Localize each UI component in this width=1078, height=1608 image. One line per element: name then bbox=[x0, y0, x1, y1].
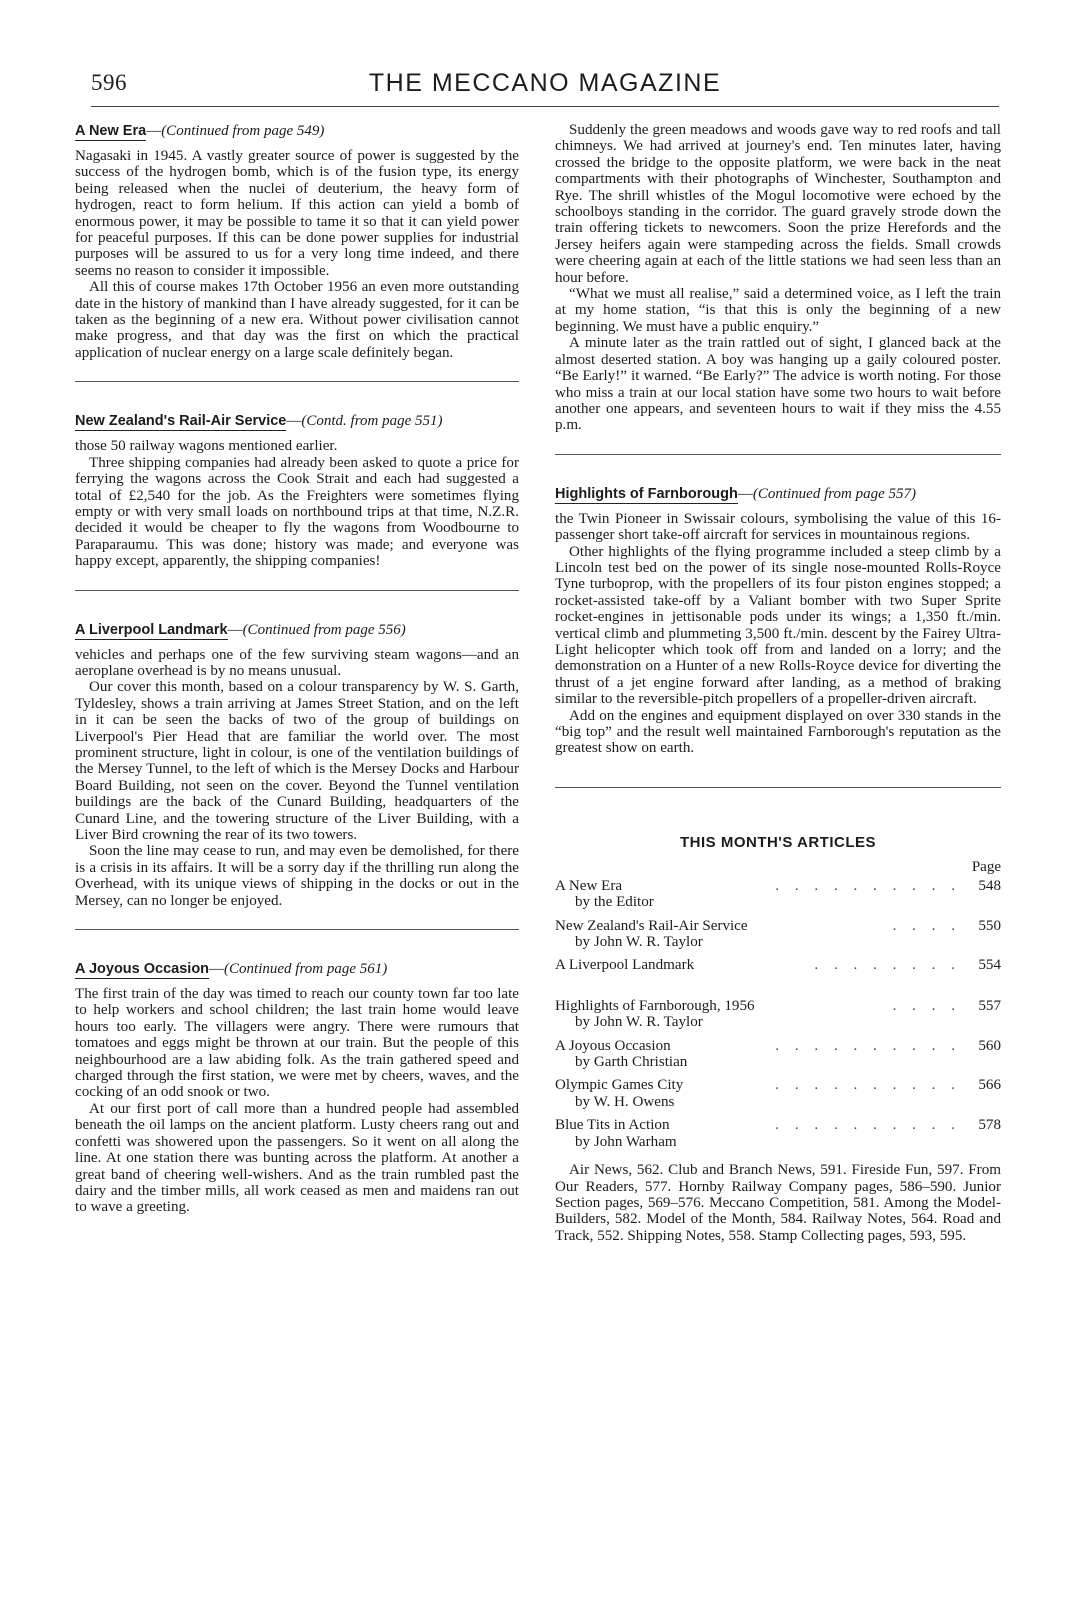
contents-item bbox=[555, 957, 1001, 973]
left-column bbox=[75, 122, 519, 1216]
contents-page-label: Page bbox=[971, 858, 1001, 875]
contents-item-title: A Liverpool Landmark bbox=[555, 957, 695, 974]
leader-dots: . . . . bbox=[892, 917, 961, 934]
paragraph: Suddenly the green meadows and woods gave way to red roofs and tall chimneys. We had arrived at journey's end. Ten minutes later, having crossed the bridge to the opposite platform, we were back in the neat compartments with their photographs of Winchester, Southampton and Rye. The shrill whistles of the Mogul locomotive were echoed by the schoolboys standing in the corridor. The guard gravely strode down the train offering tickets to newcomers. Soon the prize Herefords and the Jersey heifers again were stampeding across the fields. Small crowds were cheering again at each of the little stations we had seen less than an hour before. bbox=[555, 122, 1001, 286]
section-title: New Zealand's Rail-Air Service bbox=[75, 413, 287, 430]
paragraph: A minute later as the train rattled out of sight, I glanced back at the almost deserted station. A boy was hanging up a gaily coloured poster. “Be Early!” it warned. “Be Early?” The advice is worth noting. For those who miss a train at our local station have some two hours to wait before another one appears, and seventeen hours to wait if they miss the 4.55 p.m. bbox=[555, 335, 1001, 434]
contents-item-author: by John Warham bbox=[575, 1133, 677, 1150]
leader-dots: . . . . . . . . . . bbox=[775, 1077, 961, 1094]
leader-dots: . . . . . . . . . . bbox=[775, 877, 961, 894]
section-farnborough bbox=[555, 485, 1001, 757]
paragraph: vehicles and perhaps one of the few surviving steam wagons—and an aeroplane overhead is by no means unusual. bbox=[75, 646, 519, 679]
contents-box bbox=[555, 834, 1001, 1244]
paragraph: Soon the line may cease to run, and may even be demolished, for there is a crisis in its affairs. It will be a sorry day if the thrilling run along the Overhead, with its unique views of shipping in the docks or out in the Mersey, can no longer be enjoyed. bbox=[75, 843, 519, 909]
contents-item bbox=[555, 878, 1001, 911]
magazine-title: THE MECCANO MAGAZINE bbox=[368, 69, 722, 97]
leader-dots: . . . . . . . . . . bbox=[775, 1037, 961, 1054]
section-divider bbox=[555, 454, 1001, 455]
contents-item-page: 578 bbox=[978, 1117, 1001, 1134]
section-title: A New Era bbox=[75, 123, 147, 139]
contents-item-page: 550 bbox=[978, 917, 1001, 934]
contents-item-title: Blue Tits in Action bbox=[555, 1117, 670, 1134]
continued-note: (Continued from page 561) bbox=[224, 961, 388, 978]
contents-item bbox=[555, 1077, 1001, 1110]
paragraph: the Twin Pioneer in Swissair colours, symbolising the value of this 16-passenger short take-off aircraft for services in mountainous regions. bbox=[555, 510, 1001, 544]
paragraph: “What we must all realise,” said a determined voice, as I left the train at my home station, “is that this is only the beginning of a new beginning. We must have a public enquiry.” bbox=[555, 286, 1001, 335]
contents-heading: THIS MONTH'S ARTICLES bbox=[679, 833, 876, 851]
contents-item-title: Highlights of Farnborough, 1956 bbox=[555, 997, 755, 1014]
section-new-era bbox=[75, 122, 519, 361]
contents-item-title: A Joyous Occasion bbox=[555, 1037, 671, 1054]
paragraph: Nagasaki in 1945. A vastly greater source of power is suggested by the success of the hydrogen bomb, which is of the fusion type, its energy being released when the nuclei of deuterium, the heavy form of hydrogen, react to form helium. If this action can yield a bomb of enormous power, it may be possible to tame it so that it can yield power for peaceful purposes. If this can be done power supplies for industrial purposes will be assured to us for a very long time indeed, and there seems no reason to consider it impossible. bbox=[75, 148, 519, 279]
paragraph: At our first port of call more than a hundred people had assembled beneath the oil lamps on the ancient platform. Lusty cheers rang out and confetti was showered upon the passengers. So it went on all along the line. At one station there was bunting across the platform. At another a great band of cheering well-wishers. And as the train rumbled past the dairy and the timber mills, all work ceased as men and maidens ran out to wave a greeting. bbox=[75, 1100, 519, 1216]
contents-item bbox=[555, 998, 1001, 1031]
contents-item-author: by the Editor bbox=[575, 894, 654, 911]
paragraph: Add on the engines and equipment displayed on over 330 stands in the “big top” and the result well maintained Farnborough's reputation as the greatest show on earth. bbox=[555, 707, 1001, 757]
paragraph: The first train of the day was timed to reach our county town far too late to help workers and school children; the last train home would leave hours too early. The villagers were angry. There were rumours that tomatoes and eggs might be thrown at our train. But the people of this neighbourhood are a law abiding folk. As the train gathered speed and charged through the first station, we were met by cheers, waves, and the cocking of an odd snook or two. bbox=[75, 986, 519, 1101]
section-title: Highlights of Farnborough bbox=[555, 485, 738, 502]
contents-item-page: 566 bbox=[978, 1077, 1001, 1094]
contents-item-author: by John W. R. Taylor bbox=[575, 1014, 703, 1031]
leader-dots: . . . . . . . . . . bbox=[775, 1117, 961, 1134]
contents-item bbox=[555, 1117, 1001, 1150]
section-divider bbox=[75, 590, 519, 591]
leader-dots: . . . . . . . . bbox=[814, 957, 961, 974]
contents-item-title: New Zealand's Rail-Air Service bbox=[555, 917, 748, 934]
contents-item-author: by John W. R. Taylor bbox=[575, 934, 703, 951]
contents-item-page: 557 bbox=[978, 997, 1001, 1014]
section-joyous-occasion bbox=[75, 960, 519, 1216]
contents-item bbox=[555, 1038, 1001, 1071]
contents-item-author: by W. H. Owens bbox=[575, 1093, 675, 1110]
contents-item bbox=[555, 918, 1001, 951]
contents-item-page: 548 bbox=[978, 877, 1001, 894]
continued-note: (Continued from page 557) bbox=[752, 485, 917, 502]
section-divider bbox=[75, 381, 519, 382]
header-rule bbox=[91, 106, 999, 107]
section-heading: A Liverpool Landmark—(Continued from page 556) bbox=[75, 621, 406, 638]
contents-item-page: 554 bbox=[978, 957, 1001, 974]
section-title: A Joyous Occasion bbox=[75, 961, 210, 978]
leader-dots: . . . . bbox=[892, 997, 961, 1014]
section-liverpool-landmark bbox=[75, 621, 519, 910]
section-heading: New Zealand's Rail-Air Service—(Contd. from page 551) bbox=[75, 413, 443, 430]
continued-note: (Continued from page 556) bbox=[242, 621, 406, 638]
paragraph: Three shipping companies had already been asked to quote a price for ferrying the wagons across the Cook Strait and each had suggested a total of £2,540 for the job. As the Freighters were sometimes flying empty or with very small loads on northbound trips at that time, N.Z.R. decided it would be cheaper to fly the wagons from Woodbourne to Paraparaumu. This was done; history was made; and everyone was happy except, apparently, the shipping companies! bbox=[75, 454, 519, 570]
paragraph: All this of course makes 17th October 1956 an even more outstanding date in the history of mankind than I have already suggested, for it can be taken as the beginning of a new era. Without power civilisation cannot make progress, and that day was the first on which the practical application of nuclear energy on a large scale definitely began. bbox=[75, 279, 519, 361]
section-nz-rail-air bbox=[75, 412, 519, 569]
other-features-list: Air News, 562. Club and Branch News, 591. Fireside Fun, 597. From Our Readers, 577. Hornby Railway Company pages, 586–590. Junior Section pages, 569–576. Meccano Competition, 581. Among the Model-Builders, 582. Model of the Month, 584. Railway Notes, 564. Road and Track, 552. Shipping Notes, 558. Stamp Collecting pages, 593, 595. bbox=[555, 1162, 1001, 1244]
section-heading: Highlights of Farnborough—(Continued from page 557) bbox=[555, 485, 917, 502]
section-heading: A Joyous Occasion—(Continued from page 561) bbox=[75, 961, 388, 978]
section-heading: A New Era—(Continued from page 549) bbox=[75, 123, 325, 139]
section-divider bbox=[75, 929, 519, 930]
right-column bbox=[555, 122, 1001, 1244]
contents-item-author: by Garth Christian bbox=[575, 1054, 688, 1071]
continued-note: (Continued from page 549) bbox=[161, 123, 325, 139]
continued-note: (Contd. from page 551) bbox=[301, 413, 443, 430]
contents-item-page: 560 bbox=[978, 1037, 1001, 1054]
paragraph: Our cover this month, based on a colour transparency by W. S. Garth, Tyldesley, shows a train arriving at James Street Station, and on the left in it can be seen the backs of two of the group of buildings on Liverpool's Pier Head that are familiar the world over. The most prominent structure, light in colour, is one of the ventilation buildings of the Mersey Tunnel, to the left of which is the Mersey Docks and Harbour Board Building, not seen on the cover. Beyond the Tunnel ventilation buildings are the back of the Cunard Building, headquarters of the Cunard Line, and the towering structure of the Liver Building, with a Liver Bird crowning the rear of its two towers. bbox=[75, 679, 519, 843]
contents-item-title: Olympic Games City bbox=[555, 1077, 684, 1094]
paragraph: those 50 railway wagons mentioned earlier. bbox=[75, 438, 338, 455]
section-title: A Liverpool Landmark bbox=[75, 621, 228, 638]
paragraph: Other highlights of the flying programme included a steep climb by a Lincoln test bed on the power of its single nose-mounted Rolls-Royce Tyne turboprop, with the propellers of its four piston engines stopped; a rocket-assisted take-off by a Valiant bomber with two Super Sprite rocket-engines in jettisonable pods under its wings; a 1,350 ft./min. vertical climb and plummeting 3,500 ft./min. descent by the Fairey Ultra-Light helicopter which took off from and landed on a lorry; and the demonstration on a Hunter of a new Rolls-Royce device for diverting the thrust of a jet engine forward after landing, as a method of braking similar to the reversible-pitch propellers of a propeller-driven aircraft. bbox=[555, 543, 1001, 708]
contents-item-title: A New Era bbox=[555, 877, 623, 894]
page-number: 596 bbox=[91, 70, 127, 95]
section-joyous-occasion-continued bbox=[555, 122, 1001, 434]
page-header bbox=[91, 70, 999, 110]
section-divider bbox=[555, 787, 1001, 788]
